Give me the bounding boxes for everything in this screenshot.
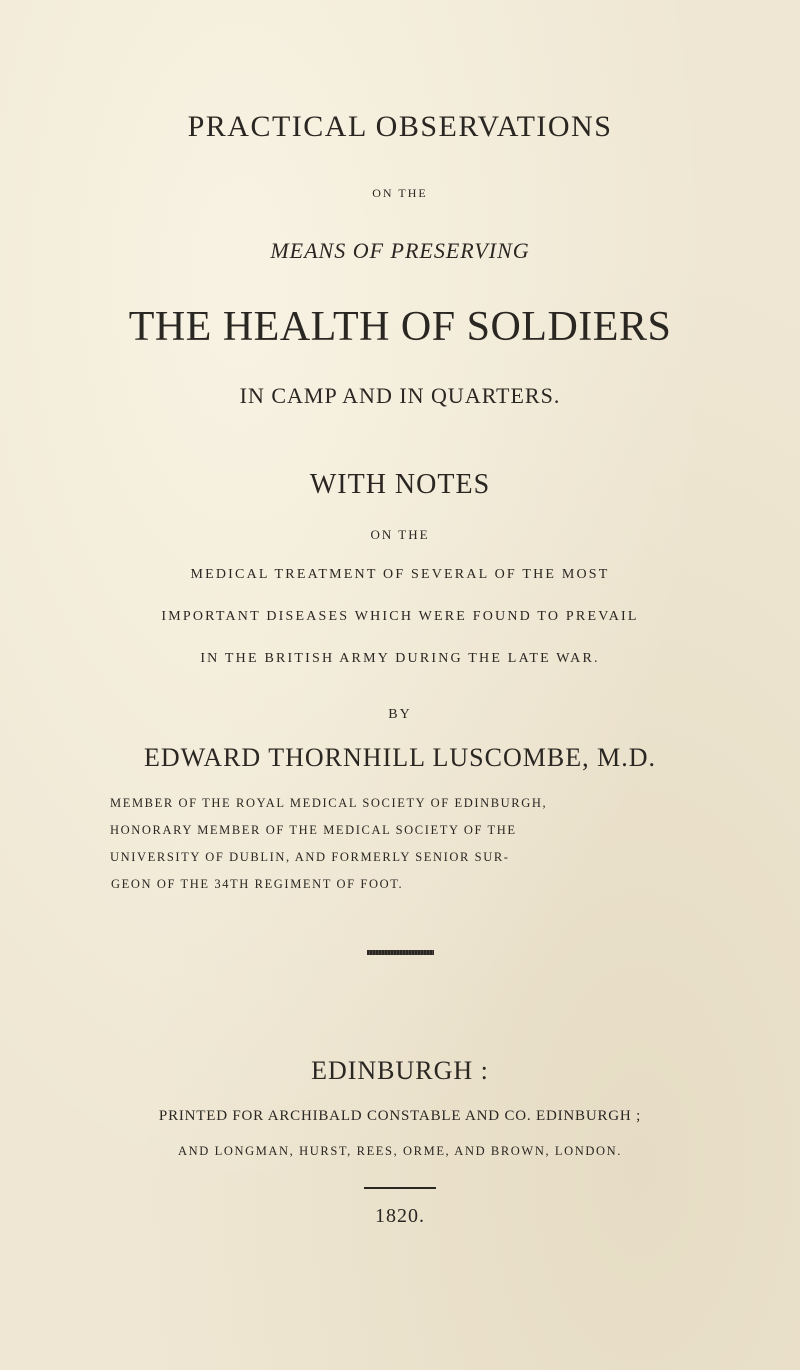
title-line-1: PRACTICAL OBSERVATIONS bbox=[187, 110, 613, 143]
affiliation-line: MEMBER OF THE ROYAL MEDICAL SOCIETY OF EDINBURGH, bbox=[110, 796, 548, 810]
author-name: EDWARD THORNHILL LUSCOMBE, M.D. bbox=[144, 743, 656, 772]
subtitle-line: IN THE BRITISH ARMY DURING THE LATE WAR. bbox=[200, 651, 600, 666]
imprint-london: AND LONGMAN, HURST, REES, ORME, AND BROWN, LONDON. bbox=[177, 1144, 622, 1158]
affiliation-line: GEON OF THE 34TH REGIMENT OF FOOT. bbox=[111, 877, 404, 891]
connector-on-the-2: ON THE bbox=[370, 527, 430, 542]
subtitle-line: IMPORTANT DISEASES WHICH WERE FOUND TO PREVAIL bbox=[161, 609, 639, 624]
imprint-printer: PRINTED FOR ARCHIBALD CONSTABLE AND CO. EDINBURGH ; bbox=[158, 1108, 642, 1124]
by-label: BY bbox=[388, 707, 412, 722]
connector-on-the: ON THE bbox=[372, 186, 428, 200]
affiliation-line: UNIVERSITY OF DUBLIN, AND FORMERLY SENIOR SUR- bbox=[110, 850, 510, 864]
subtitle-line: MEDICAL TREATMENT OF SEVERAL OF THE MOST bbox=[190, 567, 610, 582]
publication-year: 1820. bbox=[375, 1205, 425, 1227]
title-means: MEANS OF PRESERVING bbox=[270, 238, 530, 263]
affiliation-line: HONORARY MEMBER OF THE MEDICAL SOCIETY OF THE bbox=[110, 823, 517, 837]
divider-rule bbox=[364, 1187, 436, 1189]
imprint-city: EDINBURGH : bbox=[311, 1056, 489, 1085]
with-notes-heading: WITH NOTES bbox=[309, 469, 491, 500]
ornamental-rule bbox=[367, 950, 434, 955]
title-camp: IN CAMP AND IN QUARTERS. bbox=[239, 383, 561, 408]
title-main: THE HEALTH OF SOLDIERS bbox=[128, 304, 672, 350]
